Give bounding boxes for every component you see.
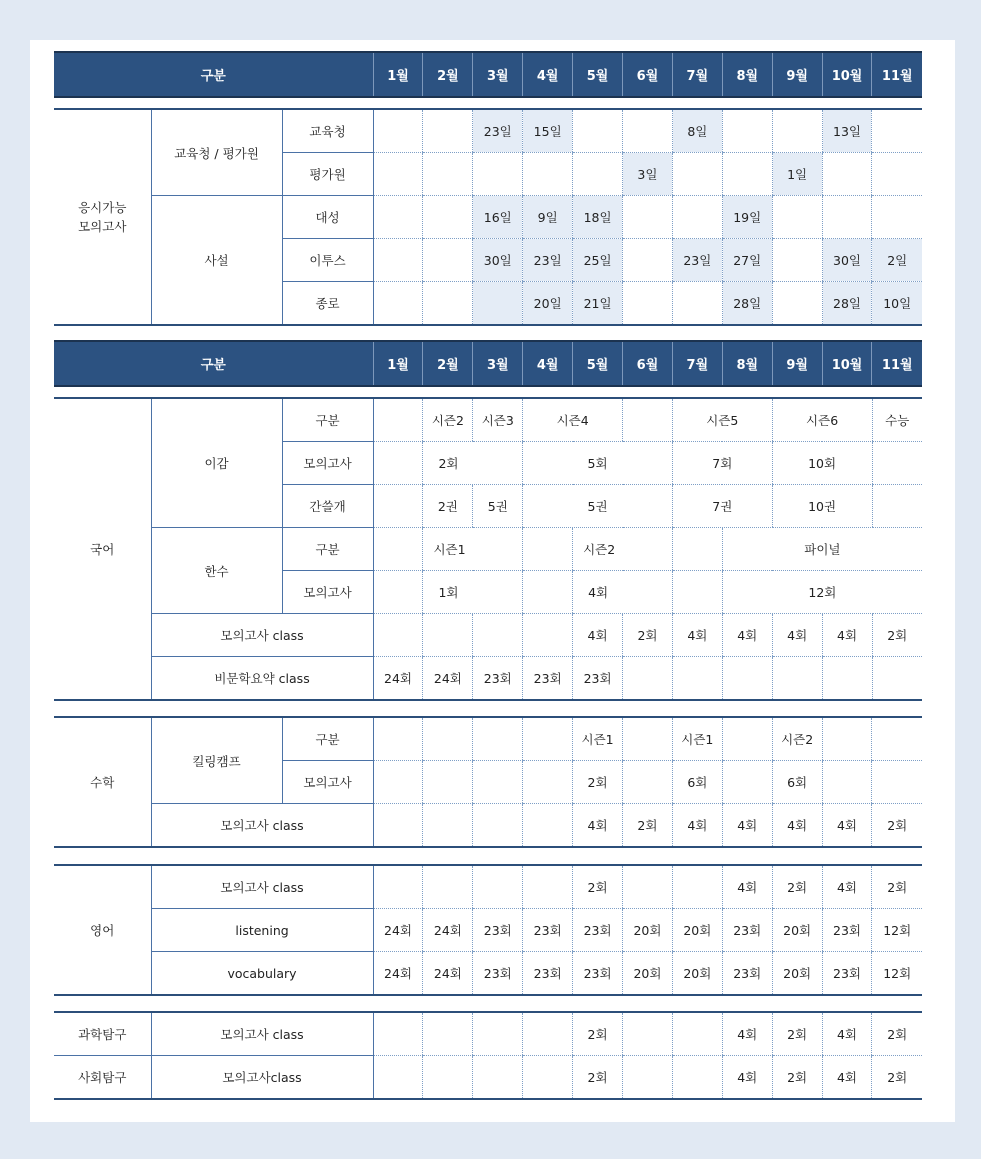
month-10: 10월 (822, 52, 872, 97)
row-label: 이투스 (282, 239, 373, 282)
math-table (54, 716, 922, 848)
cell (672, 1056, 722, 1100)
row-label: 모의고사class (151, 1056, 373, 1100)
math-group-label: 수학 (54, 717, 151, 847)
cell (373, 1056, 423, 1100)
cell (573, 153, 623, 196)
korean-table (54, 397, 922, 701)
cell (722, 717, 772, 761)
month-9: 9월 (772, 52, 822, 97)
cell (373, 109, 423, 153)
cell (423, 761, 473, 804)
cell: 1일 (772, 153, 822, 196)
cell (672, 282, 722, 326)
cell: 20회 (672, 952, 722, 996)
cell (423, 109, 473, 153)
cell (373, 614, 423, 657)
cell: 4회 (722, 804, 772, 848)
cell (872, 109, 922, 153)
cell: 15일 (523, 109, 573, 153)
month-3: 3월 (473, 52, 523, 97)
cell: 4회 (822, 865, 872, 909)
cell: 2회 (573, 1056, 623, 1100)
cell (523, 571, 573, 614)
cell: 12회 (722, 571, 922, 614)
cell: 18일 (573, 196, 623, 239)
month-9: 9월 (772, 341, 822, 386)
month-11: 11월 (872, 341, 922, 386)
cell (772, 282, 822, 326)
table-row (54, 1056, 922, 1100)
cell: 24회 (423, 657, 473, 701)
cell (872, 442, 922, 485)
cell (672, 153, 722, 196)
cell (423, 804, 473, 848)
cell: 시즌5 (672, 398, 772, 442)
cell: 시즌2 (772, 717, 822, 761)
cell: 20회 (623, 909, 673, 952)
cell (423, 717, 473, 761)
cell: 10일 (872, 282, 922, 326)
cell (772, 239, 822, 282)
cell (373, 761, 423, 804)
cell (822, 153, 872, 196)
table-row (54, 657, 922, 701)
cell: 2회 (623, 614, 673, 657)
cell (473, 804, 523, 848)
cell: 4회 (672, 614, 722, 657)
month-8: 8월 (722, 52, 772, 97)
cell (373, 442, 423, 485)
cell (822, 657, 872, 701)
header-table-2 (54, 340, 922, 387)
cell: 4회 (822, 614, 872, 657)
cell (772, 657, 822, 701)
cell (423, 865, 473, 909)
cell: 28일 (822, 282, 872, 326)
month-6: 6월 (623, 52, 673, 97)
header-table-1 (54, 51, 922, 98)
row-label: 구분 (282, 717, 373, 761)
cell: 6회 (672, 761, 722, 804)
cell: 수능 (872, 398, 922, 442)
cell: 시즌2 (573, 528, 673, 571)
cell: 2회 (772, 1056, 822, 1100)
cell (423, 1056, 473, 1100)
cell (523, 804, 573, 848)
row-label: 대성 (282, 196, 373, 239)
cell (373, 1012, 423, 1056)
cell (523, 614, 573, 657)
cell (523, 865, 573, 909)
cell: 시즌3 (473, 398, 523, 442)
cell: 4회 (822, 1012, 872, 1056)
table-row (54, 909, 922, 952)
cell (672, 1012, 722, 1056)
cell (473, 761, 523, 804)
cell: 4회 (822, 804, 872, 848)
row-label: listening (151, 909, 373, 952)
month-10: 10월 (822, 341, 872, 386)
cell: 4회 (573, 571, 673, 614)
cell (373, 282, 423, 326)
header-row (54, 52, 922, 97)
cell: 2회 (573, 1012, 623, 1056)
cell: 20회 (772, 909, 822, 952)
table-row (54, 528, 922, 571)
english-table (54, 864, 922, 996)
cell: 23회 (523, 657, 573, 701)
cell (722, 109, 772, 153)
cell (672, 528, 722, 571)
cell (423, 153, 473, 196)
cell (872, 485, 922, 528)
month-4: 4월 (523, 341, 573, 386)
cell (623, 196, 673, 239)
header-row (54, 341, 922, 386)
cell (373, 485, 423, 528)
cell (872, 657, 922, 701)
cell: 파이널 (722, 528, 922, 571)
cell (623, 1012, 673, 1056)
cell (423, 614, 473, 657)
cell: 23회 (573, 952, 623, 996)
cell (473, 153, 523, 196)
row-label: 구분 (282, 398, 373, 442)
month-7: 7월 (672, 341, 722, 386)
row-label: 모의고사 (282, 571, 373, 614)
cell (623, 717, 673, 761)
cell (423, 239, 473, 282)
cell (423, 282, 473, 326)
social-group-label: 사회탐구 (54, 1056, 151, 1100)
cell (373, 804, 423, 848)
exam-group-label: 응시가능 모의고사 (54, 109, 151, 325)
cell (523, 1056, 573, 1100)
table-row (54, 1012, 922, 1056)
cell (373, 239, 423, 282)
row-label: 평가원 (282, 153, 373, 196)
cell: 28일 (722, 282, 772, 326)
cell: 2회 (872, 865, 922, 909)
month-5: 5월 (573, 341, 623, 386)
cell (672, 657, 722, 701)
cell: 2회 (872, 1056, 922, 1100)
row-label: 간쓸개 (282, 485, 373, 528)
killing-camp-label: 킬링캠프 (151, 717, 282, 804)
cell: 20회 (672, 909, 722, 952)
cell: 시즌1 (423, 528, 523, 571)
cell: 23회 (722, 952, 772, 996)
cell: 6회 (772, 761, 822, 804)
cell: 4회 (822, 1056, 872, 1100)
cell (373, 196, 423, 239)
table-row (54, 109, 922, 153)
cell: 25일 (573, 239, 623, 282)
cell: 24회 (423, 909, 473, 952)
cell: 23회 (573, 657, 623, 701)
month-6: 6월 (623, 341, 673, 386)
table-row (54, 196, 922, 239)
cell (523, 1012, 573, 1056)
inquiry-table (54, 1011, 922, 1100)
hansu-label: 한수 (151, 528, 282, 614)
cell (423, 1012, 473, 1056)
cell: 시즌1 (573, 717, 623, 761)
cell: 20일 (523, 282, 573, 326)
cell (373, 717, 423, 761)
month-1: 1월 (373, 52, 423, 97)
cell (373, 528, 423, 571)
cell (623, 1056, 673, 1100)
table-row (54, 614, 922, 657)
cell: 10회 (772, 442, 872, 485)
cell: 12회 (872, 952, 922, 996)
cell: 9일 (523, 196, 573, 239)
cell (473, 717, 523, 761)
cell (872, 717, 922, 761)
cell: 4회 (672, 804, 722, 848)
cell (872, 196, 922, 239)
cell: 23회 (822, 952, 872, 996)
row-label: 모의고사 class (151, 1012, 373, 1056)
english-group-label: 영어 (54, 865, 151, 995)
cell: 23회 (523, 952, 573, 996)
cell (523, 528, 573, 571)
cell: 4회 (722, 1056, 772, 1100)
cell (822, 761, 872, 804)
header-category: 구분 (54, 341, 373, 386)
cell (772, 196, 822, 239)
cell (822, 717, 872, 761)
cell (623, 398, 673, 442)
table-row (54, 717, 922, 761)
cell: 24회 (373, 909, 423, 952)
cell (872, 153, 922, 196)
row-label: vocabulary (151, 952, 373, 996)
cell (623, 109, 673, 153)
row-label: 모의고사 class (151, 614, 373, 657)
cell: 24회 (373, 657, 423, 701)
cell: 16일 (473, 196, 523, 239)
row-label: 종로 (282, 282, 373, 326)
table-row (54, 804, 922, 848)
cell: 10권 (772, 485, 872, 528)
cell: 12회 (872, 909, 922, 952)
cell (523, 717, 573, 761)
cell: 2회 (872, 804, 922, 848)
science-group-label: 과학탐구 (54, 1012, 151, 1056)
cell: 23회 (523, 909, 573, 952)
cell: 2회 (772, 865, 822, 909)
cell: 23회 (473, 657, 523, 701)
cell: 4회 (722, 865, 772, 909)
month-8: 8월 (722, 341, 772, 386)
cell (672, 865, 722, 909)
cell (672, 196, 722, 239)
cell (872, 761, 922, 804)
cell: 23회 (822, 909, 872, 952)
cell (722, 657, 772, 701)
cell: 시즌6 (772, 398, 872, 442)
cell (373, 398, 423, 442)
cell: 2회 (573, 761, 623, 804)
cell: 1회 (423, 571, 523, 614)
cell (573, 109, 623, 153)
cell: 8일 (672, 109, 722, 153)
row-label: 모의고사 (282, 761, 373, 804)
cell (623, 282, 673, 326)
month-7: 7월 (672, 52, 722, 97)
cell (722, 153, 772, 196)
cell (523, 761, 573, 804)
month-2: 2월 (423, 341, 473, 386)
exam-sub-public: 교육청 / 평가원 (151, 109, 282, 196)
cell: 2회 (423, 442, 523, 485)
cell (473, 865, 523, 909)
month-4: 4월 (523, 52, 573, 97)
cell: 2일 (872, 239, 922, 282)
cell: 23일 (473, 109, 523, 153)
cell: 시즌2 (423, 398, 473, 442)
month-3: 3월 (473, 341, 523, 386)
cell (423, 196, 473, 239)
cell: 19일 (722, 196, 772, 239)
month-1: 1월 (373, 341, 423, 386)
cell: 20회 (623, 952, 673, 996)
cell (623, 657, 673, 701)
cell: 5회 (523, 442, 673, 485)
cell (473, 1012, 523, 1056)
cell: 30일 (473, 239, 523, 282)
cell: 4회 (722, 614, 772, 657)
exam-dates-table (54, 108, 922, 326)
cell (623, 239, 673, 282)
cell: 2권 (423, 485, 473, 528)
cell: 23일 (523, 239, 573, 282)
cell: 7권 (672, 485, 772, 528)
row-label: 모의고사 (282, 442, 373, 485)
cell: 2회 (623, 804, 673, 848)
cell (473, 282, 523, 326)
korean-group-label: 국어 (54, 398, 151, 700)
cell: 23회 (573, 909, 623, 952)
cell (373, 571, 423, 614)
cell (772, 109, 822, 153)
table-row (54, 952, 922, 996)
table-row (54, 865, 922, 909)
cell: 2회 (772, 1012, 822, 1056)
row-label: 모의고사 class (151, 865, 373, 909)
exam-sub-private: 사설 (151, 196, 282, 326)
cell: 23일 (672, 239, 722, 282)
cell (722, 761, 772, 804)
cell (373, 865, 423, 909)
cell: 4회 (772, 804, 822, 848)
igam-label: 이감 (151, 398, 282, 528)
cell: 24회 (423, 952, 473, 996)
month-5: 5월 (573, 52, 623, 97)
cell: 5권 (473, 485, 523, 528)
row-label: 모의고사 class (151, 804, 373, 848)
cell (473, 1056, 523, 1100)
cell: 5권 (523, 485, 673, 528)
row-label: 구분 (282, 528, 373, 571)
cell: 21일 (573, 282, 623, 326)
row-label: 교육청 (282, 109, 373, 153)
month-11: 11월 (872, 52, 922, 97)
cell: 시즌1 (672, 717, 722, 761)
cell: 23회 (722, 909, 772, 952)
cell (373, 153, 423, 196)
month-2: 2월 (423, 52, 473, 97)
table-row (54, 398, 922, 442)
cell: 4회 (772, 614, 822, 657)
cell: 3일 (623, 153, 673, 196)
cell: 2회 (872, 614, 922, 657)
cell (623, 865, 673, 909)
cell (623, 761, 673, 804)
cell: 24회 (373, 952, 423, 996)
cell: 30일 (822, 239, 872, 282)
cell: 4회 (573, 804, 623, 848)
cell: 4회 (573, 614, 623, 657)
cell: 2회 (573, 865, 623, 909)
cell: 7회 (672, 442, 772, 485)
cell (822, 196, 872, 239)
cell: 20회 (772, 952, 822, 996)
cell (523, 153, 573, 196)
cell (473, 614, 523, 657)
cell: 4회 (722, 1012, 772, 1056)
cell: 시즌4 (523, 398, 623, 442)
cell (672, 571, 722, 614)
cell: 13일 (822, 109, 872, 153)
cell: 2회 (872, 1012, 922, 1056)
cell: 27일 (722, 239, 772, 282)
cell: 23회 (473, 909, 523, 952)
row-label: 비문학요약 class (151, 657, 373, 701)
header-category: 구분 (54, 52, 373, 97)
cell: 23회 (473, 952, 523, 996)
